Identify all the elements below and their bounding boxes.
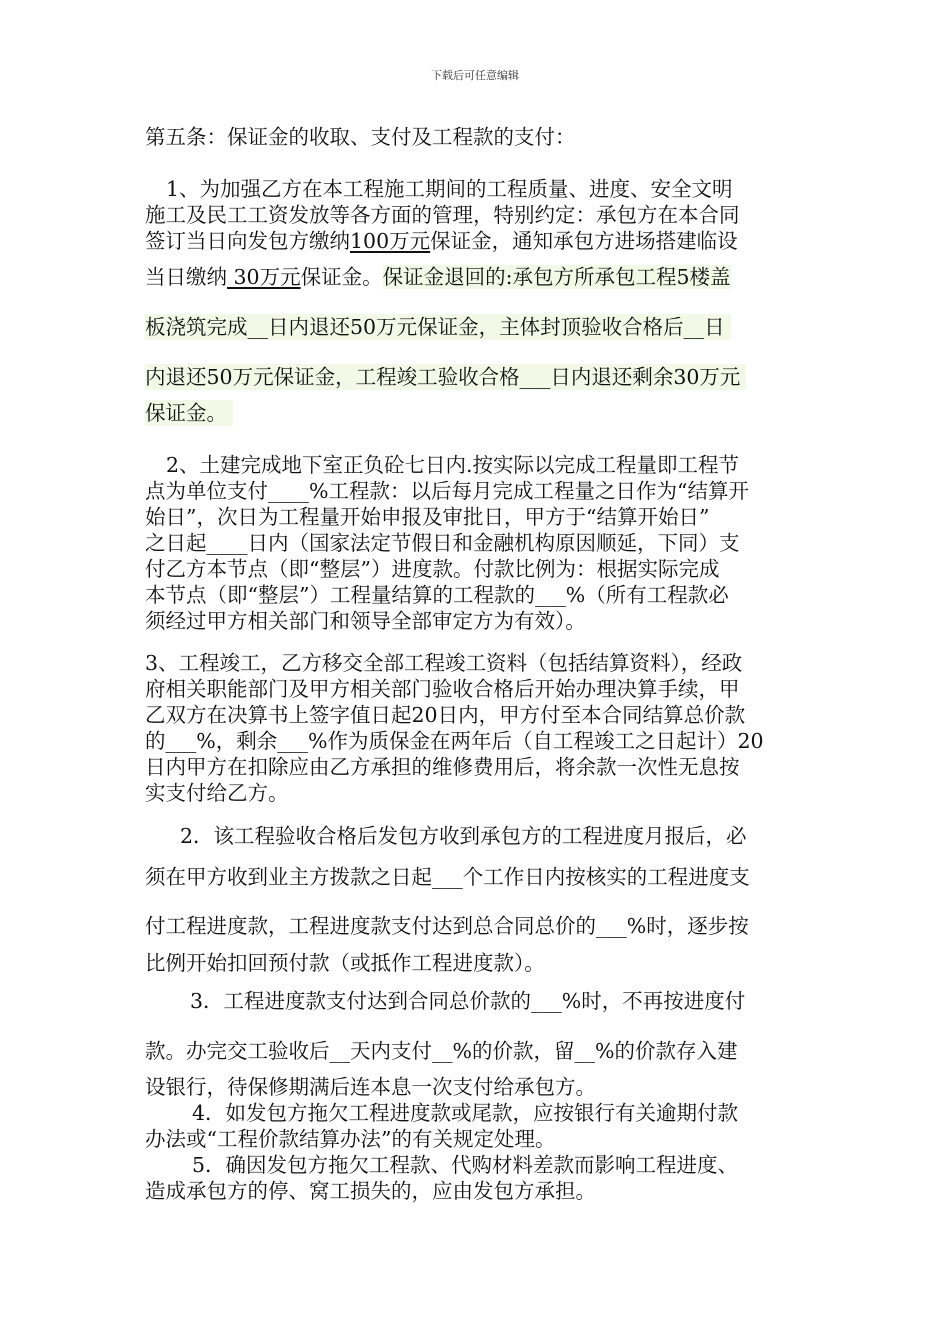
amount-underlined: 100万元 [350, 229, 431, 253]
paragraph-line: 付乙方本节点（即“整层”）进度款。付款比例为：根据实际完成 [145, 557, 720, 581]
paragraph-line: 实支付给乙方。 [145, 781, 289, 805]
line-text: 保证金。 [300, 265, 383, 289]
paragraph-line: 办法或“工程价款结算办法”的有关规定处理。 [145, 1127, 556, 1151]
article-title: 第五条：保证金的收取、支付及工程款的支付： [145, 125, 576, 149]
paragraph-line: 施工及民工工资发放等各方面的管理，特别约定：承包方在本合同 [145, 203, 740, 227]
paragraph-line: 比例开始扣回预付款（或抵作工程进度款）。 [145, 951, 545, 975]
paragraph-line: 造成承包方的停、窝工损失的，应由发包方承担。 [145, 1179, 596, 1203]
paragraph-line: 5．确因发包方拖欠工程款、代购材料差款而影响工程进度、 [192, 1153, 739, 1177]
line-text: 保证金，通知承包方进场搭建临设 [430, 229, 738, 253]
paragraph-line: 须在甲方收到业主方拨款之日起___个工作日内按核实的工程进度支 [145, 865, 750, 889]
paragraph-line: 2．该工程验收合格后发包方收到承包方的工程进度月报后，必 [180, 824, 747, 848]
paragraph-line [145, 264, 731, 290]
paragraph-line: 3、工程竣工，乙方移交全部工程竣工资料（包括结算资料），经政 [145, 651, 743, 675]
line-text: 签订当日向发包方缴纳 [145, 229, 350, 253]
paragraph-line: 2、土建完成地下室正负砼七日内.按实际以完成工程量即工程节 [166, 453, 740, 477]
paragraph-line: 设银行，待保修期满后连本息一次支付给承包方。 [145, 1075, 596, 1099]
paragraph-line [145, 228, 738, 254]
paragraph-line: 3．工程进度款支付达到合同总价款的___%时，不再按进度付 [190, 989, 746, 1013]
paragraph-line: 乙双方在决算书上签字值日起20日内，甲方付至本合同结算总价款 [145, 703, 746, 727]
paragraph-line: 的___%，剩余___%作为质保金在两年后（自工程竣工之日起计）20 [145, 729, 764, 753]
paragraph-line: 款。办完交工验收后__天内支付__%的价款，留__%的价款存入建 [145, 1039, 738, 1063]
line-text: 当日缴纳 [145, 265, 227, 289]
amount-underlined: 30万元 [227, 265, 301, 289]
paragraph-line: 本节点（即“整层”）工程量结算的工程款的___%（所有工程款必 [145, 583, 729, 607]
highlighted-text: 保证金退回的:承包方所承包工程5楼盖 [382, 265, 731, 289]
highlighted-line: 内退还50万元保证金，工程竣工验收合格___日内退还剩余30万元 [145, 364, 746, 390]
page-header: 下载后可任意编辑 [431, 69, 519, 82]
paragraph-line: 点为单位支付____%工程款：以后每月完成工程量之日作为“结算开 [145, 479, 749, 503]
paragraph-line: 须经过甲方相关部门和领导全部审定方为有效）。 [145, 609, 586, 633]
paragraph-line: 日内甲方在扣除应由乙方承担的维修费用后，将余款一次性无息按 [145, 755, 740, 779]
paragraph-line: 1、为加强乙方在本工程施工期间的工程质量、进度、安全文明 [166, 177, 733, 201]
paragraph-line: 之日起____日内（国家法定节假日和金融机构原因顺延，下同）支 [145, 531, 740, 555]
paragraph-line: 4．如发包方拖欠工程进度款或尾款，应按银行有关逾期付款 [192, 1101, 739, 1125]
highlighted-line: 保证金。 [145, 400, 233, 426]
paragraph-line: 始日”，次日为工程量开始申报及审批日，甲方于“结算开始日” [145, 505, 710, 529]
highlighted-line: 板浇筑完成__日内退还50万元保证金，主体封顶验收合格后__日 [145, 314, 731, 340]
paragraph-line: 付工程进度款，工程进度款支付达到总合同总价的___%时，逐步按 [145, 914, 749, 938]
paragraph-line: 府相关职能部门及甲方相关部门验收合格后开始办理决算手续，甲 [145, 677, 740, 701]
